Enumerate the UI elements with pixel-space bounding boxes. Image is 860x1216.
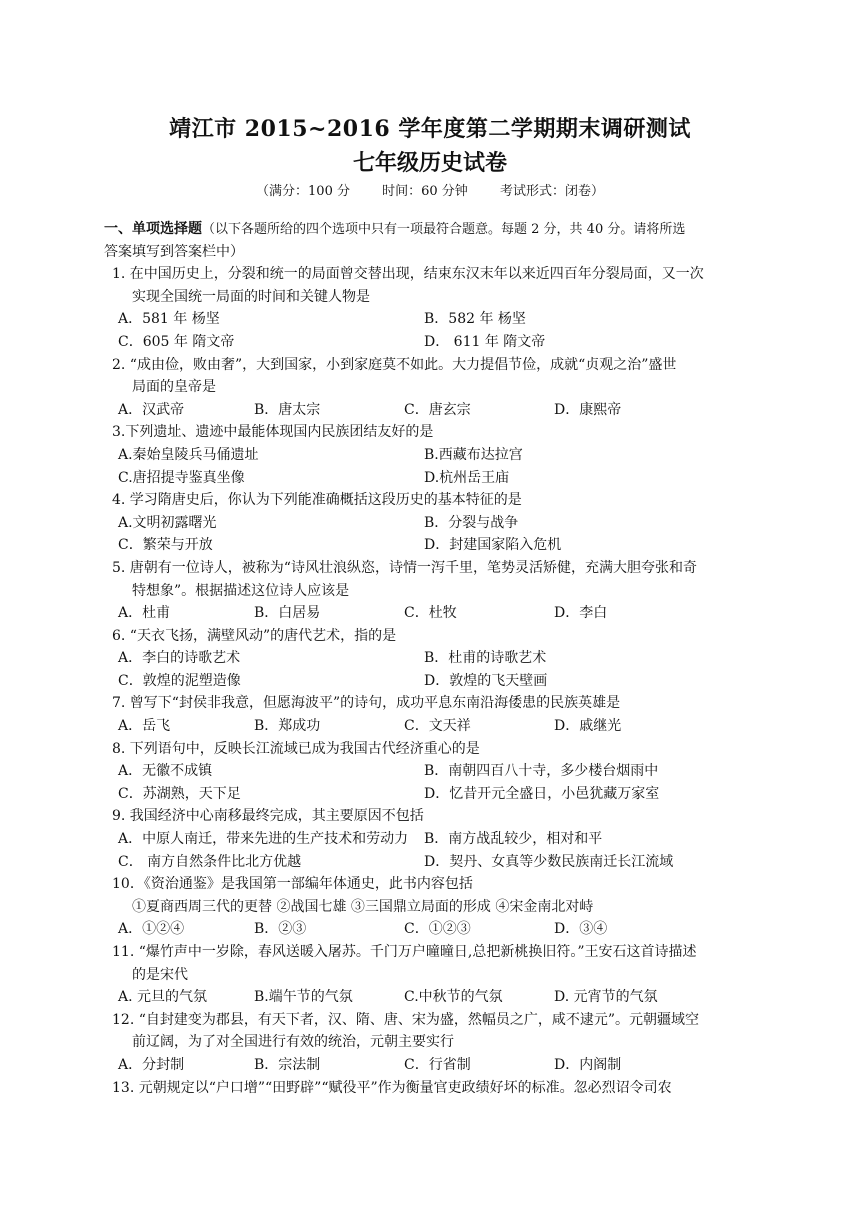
option-row xyxy=(104,851,764,874)
answer-option: D．康熙帝 xyxy=(554,401,622,418)
exam-content xyxy=(104,218,764,1099)
option-row xyxy=(104,647,764,670)
section-instruction-cont: 答案填写到答案栏中） xyxy=(104,243,244,260)
answer-option: C．605 年 隋文帝 xyxy=(118,333,235,350)
question-stem: 9. 我国经济中心南移最终完成，其主要原因不包括 xyxy=(112,808,424,825)
question-stem: 10．《资治通鉴》是我国第一部编年体通史，此书内容包括 xyxy=(112,876,473,893)
question-stem: 3.下列遗址、遗迹中最能体现国内民族团结友好的是 xyxy=(112,424,434,441)
answer-option: B．唐太宗 xyxy=(254,401,321,418)
answer-option: C．敦煌的泥塑造像 xyxy=(118,672,241,689)
answer-option: A．岳飞 xyxy=(118,718,171,735)
exam-meta xyxy=(0,180,860,199)
meta-score: （满分：100 分 xyxy=(256,184,350,199)
section-title: 一、单项选择题 xyxy=(104,221,202,237)
meta-time: 时间：60 分钟 xyxy=(382,184,468,199)
question-stem: 8. 下列语句中，反映长江流域已成为我国古代经济重心的是 xyxy=(112,740,480,757)
answer-option: B．582 年 杨坚 xyxy=(424,311,526,328)
answer-option: D．契丹、女真等少数民族南迁长江流域 xyxy=(424,853,674,870)
question-stem: 6. “天衣飞扬，满壁风动”的唐代艺术，指的是 xyxy=(112,627,397,644)
option-row xyxy=(104,715,764,738)
question-stem-cont: 特想象”。根据描述这位诗人应该是 xyxy=(132,582,350,599)
answer-option: D．封建国家陷入危机 xyxy=(424,537,562,554)
answer-option: D.杭州岳王庙 xyxy=(424,469,510,486)
answer-option: D．戚继光 xyxy=(554,718,622,735)
exam-subtitle: 七年级历史试卷 xyxy=(352,150,507,176)
answer-option: C． 南方自然条件比北方优越 xyxy=(118,853,302,870)
answer-option: B.端午节的气氛 xyxy=(254,989,353,1006)
answer-option: A．无徽不成镇 xyxy=(118,763,213,780)
question-stem: 7. 曾写下“封侯非我意，但愿海波平”的诗句，成功平息东南沿海倭患的民族英雄是 xyxy=(112,695,621,712)
answer-option: B．宗法制 xyxy=(254,1056,321,1073)
option-row xyxy=(104,331,764,354)
meta-format: 考试形式：闭卷） xyxy=(499,184,604,199)
answer-option: C．苏湖熟，天下足 xyxy=(118,785,241,802)
answer-option: C．行省制 xyxy=(404,1056,471,1073)
option-row xyxy=(104,399,764,422)
answer-option: A．581 年 杨坚 xyxy=(118,311,220,328)
answer-option: A．分封制 xyxy=(118,1056,185,1073)
question-stem: 11. “爆竹声中一岁除，春风送暖入屠苏。千门万户曈曈日,总把新桃换旧符。”王安石这首诗描述 xyxy=(112,944,697,960)
answer-option: B．南方战乱较少，相对和平 xyxy=(424,831,603,848)
answer-option: A．杜甫 xyxy=(118,605,171,622)
option-row xyxy=(104,1054,764,1077)
option-row xyxy=(104,602,764,625)
answer-option: C．杜牧 xyxy=(404,605,457,622)
answer-option: B．杜甫的诗歌艺术 xyxy=(424,650,547,667)
option-row xyxy=(104,918,764,941)
question-stem: 12. “自封建变为郡县，有天下者，汉、隋、唐、宋为盛，然幅员之广，咸不逮元”。元朝疆域空 xyxy=(112,1011,700,1028)
answer-option: A. 元旦的气氛 xyxy=(118,989,208,1006)
section-header xyxy=(104,218,764,241)
option-row xyxy=(104,512,764,535)
question-stem-cont: 前辽阔，为了对全国进行有效的统治，元朝主要实行 xyxy=(132,1034,454,1051)
option-row xyxy=(104,986,764,1009)
answer-option: A．李白的诗歌艺术 xyxy=(118,650,241,667)
question-stem-cont: 局面的皇帝是 xyxy=(132,379,216,396)
answer-option: A．①②④ xyxy=(118,921,185,938)
answer-option: D． 611 年 隋文帝 xyxy=(424,333,546,350)
option-row xyxy=(104,444,764,467)
answer-option: B．南朝四百八十寺，多少楼台烟雨中 xyxy=(424,763,659,780)
answer-option: D．内阁制 xyxy=(554,1056,622,1073)
option-row xyxy=(104,760,764,783)
question-stem-cont: 实现全国统一局面的时间和关键人物是 xyxy=(132,288,370,305)
question-stem: 4. 学习隋唐史后，你认为下列能准确概括这段历史的基本特征的是 xyxy=(112,492,522,509)
option-row xyxy=(104,670,764,693)
option-row xyxy=(104,828,764,851)
answer-option: B．白居易 xyxy=(254,605,321,622)
option-row xyxy=(104,783,764,806)
answer-option: C．唐玄宗 xyxy=(404,401,471,418)
answer-option: B．郑成功 xyxy=(254,718,321,735)
section-instruction: （以下各题所给的四个选项中只有一项最符合题意。每题 2 分，共 40 分。请将所选 xyxy=(202,222,686,237)
answer-option: C．①②③ xyxy=(404,921,471,938)
question-stem-cont: ①夏商西周三代的更替 ②战国七雄 ③三国鼎立局面的形成 ④宋金南北对峙 xyxy=(132,898,594,915)
answer-option: A.秦始皇陵兵马俑遗址 xyxy=(118,446,259,463)
question-stem-cont: 的是宋代 xyxy=(132,966,188,983)
answer-option: A．中原人南迁，带来先进的生产技术和劳动力 xyxy=(118,831,409,848)
question-stem: 13. 元朝规定以“户口增”“田野辟”“赋役平”作为衡量官吏政绩好坏的标准。忽必烈诏令司农 xyxy=(112,1079,672,1096)
exam-title: 靖江市 2015~2016 学年度第二学期期末调研测试 xyxy=(169,116,691,142)
answer-option: D. 元宵节的气氛 xyxy=(554,989,658,1006)
answer-option: D．李白 xyxy=(554,605,608,622)
answer-option: C．文天祥 xyxy=(404,718,471,735)
answer-option: D．敦煌的飞天壁画 xyxy=(424,672,548,689)
question-stem: 5. 唐朝有一位诗人，被称为“诗风壮浪纵恣，诗情一泻千里，笔势灵活矫健，充满大胆夸张和奇 xyxy=(112,559,697,576)
answer-option: D．忆昔开元全盛日，小邑犹藏万家室 xyxy=(424,785,660,802)
answer-option: C.中秋节的气氛 xyxy=(404,989,503,1006)
answer-option: A.文明初露曙光 xyxy=(118,514,217,531)
answer-option: D．③④ xyxy=(554,921,608,938)
option-row xyxy=(104,534,764,557)
question-stem: 2. “成由俭，败由奢”，大到国家，小到家庭莫不如此。大力提倡节俭，成就“贞观之治”盛世 xyxy=(112,356,677,373)
answer-option: B．②③ xyxy=(254,921,307,938)
option-row xyxy=(104,467,764,490)
answer-option: B．分裂与战争 xyxy=(424,514,519,531)
answer-option: A．汉武帝 xyxy=(118,401,185,418)
option-row xyxy=(104,308,764,331)
answer-option: B.西藏布达拉宫 xyxy=(424,446,523,463)
answer-option: C.唐招提寺鉴真坐像 xyxy=(118,469,245,486)
question-stem: 1. 在中国历史上，分裂和统一的局面曾交替出现，结束东汉末年以来近四百年分裂局面，又一次 xyxy=(112,266,704,283)
answer-option: C．繁荣与开放 xyxy=(118,537,213,554)
